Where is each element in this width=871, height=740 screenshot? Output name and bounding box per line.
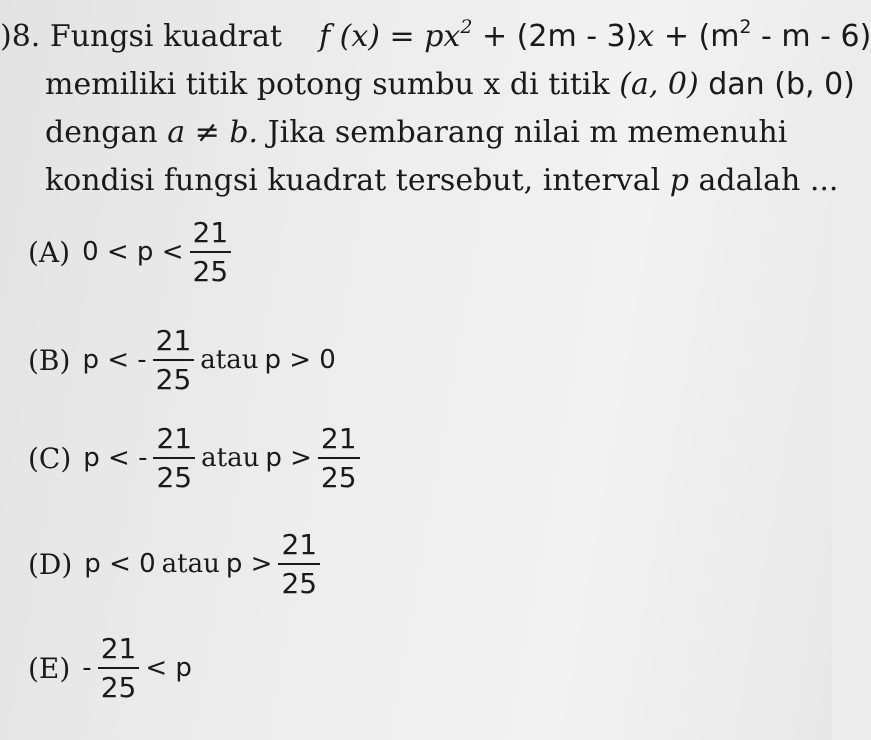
option-d-pre: p < 0 bbox=[84, 549, 156, 580]
option-c-fraction-2 bbox=[318, 424, 360, 493]
fraction-denominator: 25 bbox=[100, 671, 137, 705]
option-a-fraction bbox=[190, 218, 232, 287]
option-e-pre: - bbox=[82, 653, 92, 684]
question-number: )8. bbox=[0, 19, 41, 54]
constant-term-open: + (m bbox=[654, 19, 740, 54]
fraction-denominator: 25 bbox=[155, 363, 192, 397]
option-b-label: (B) bbox=[28, 343, 71, 377]
fraction-denominator: 25 bbox=[320, 461, 357, 495]
option-d-post: p > bbox=[225, 549, 273, 580]
option-c-pre: p < - bbox=[83, 443, 148, 474]
fraction-numerator: 21 bbox=[190, 218, 232, 253]
question-line-4-text: kondisi fungsi kuadrat tersebut, interval bbox=[45, 163, 661, 198]
option-b-fraction bbox=[153, 326, 195, 395]
x-variable: x bbox=[637, 19, 655, 54]
question-line-2-text: memiliki titik potong sumbu x di titik bbox=[45, 67, 610, 102]
linear-coefficient: + (2m - 3) bbox=[472, 19, 638, 54]
inequality-a-b: a ≠ b. bbox=[167, 115, 259, 150]
question-line-1 bbox=[0, 16, 871, 54]
option-b-atau: atau bbox=[200, 345, 259, 376]
option-a-label: (A) bbox=[28, 235, 71, 269]
m-exponent: 2 bbox=[739, 16, 752, 38]
question-line-3-text-b: Jika sembarang nilai m memenuhi bbox=[267, 115, 788, 150]
option-e-post: < p bbox=[145, 653, 192, 684]
option-c-fraction-1 bbox=[153, 424, 195, 493]
option-a-pre: 0 < p < bbox=[82, 237, 184, 268]
fraction-numerator: 21 bbox=[98, 634, 140, 669]
question-line-4-end: adalah ... bbox=[698, 163, 839, 198]
question-line-4 bbox=[45, 163, 839, 198]
option-d-atau: atau bbox=[161, 549, 220, 580]
option-c-atau: atau bbox=[201, 443, 260, 474]
option-b-post: p > 0 bbox=[264, 345, 336, 376]
intercept-b: (b, 0) bbox=[774, 67, 855, 102]
option-e-fraction bbox=[98, 634, 140, 703]
option-a[interactable] bbox=[28, 218, 237, 287]
question-line-1-text: Fungsi kuadrat bbox=[49, 19, 282, 54]
question-line-3 bbox=[45, 115, 788, 150]
option-d[interactable] bbox=[28, 530, 326, 599]
interval-p: p bbox=[669, 163, 689, 198]
option-b[interactable] bbox=[28, 326, 336, 395]
option-c-label: (C) bbox=[28, 441, 72, 475]
option-d-label: (D) bbox=[28, 547, 73, 581]
constant-term-close: - m - 6) bbox=[751, 19, 871, 54]
option-e[interactable] bbox=[28, 634, 192, 703]
fraction-numerator: 21 bbox=[153, 424, 195, 459]
option-c-post: p > bbox=[265, 443, 312, 474]
option-c[interactable] bbox=[28, 424, 366, 493]
question-line-3-text-a: dengan bbox=[45, 115, 158, 150]
option-d-fraction bbox=[278, 530, 320, 599]
fraction-numerator: 21 bbox=[153, 326, 195, 361]
fraction-numerator: 21 bbox=[278, 530, 320, 565]
fraction-numerator: 21 bbox=[318, 424, 360, 459]
fraction-denominator: 25 bbox=[156, 461, 193, 495]
fraction-denominator: 25 bbox=[281, 567, 318, 601]
function-expression: f $(x) = px^2$ bbox=[319, 16, 473, 54]
intercept-dan: dan bbox=[708, 67, 765, 102]
option-e-label: (E) bbox=[28, 651, 71, 685]
intercept-a: (a, 0) bbox=[619, 67, 699, 102]
option-b-pre: p < - bbox=[82, 345, 147, 376]
fraction-denominator: 25 bbox=[192, 255, 229, 289]
question-line-2 bbox=[45, 67, 855, 102]
